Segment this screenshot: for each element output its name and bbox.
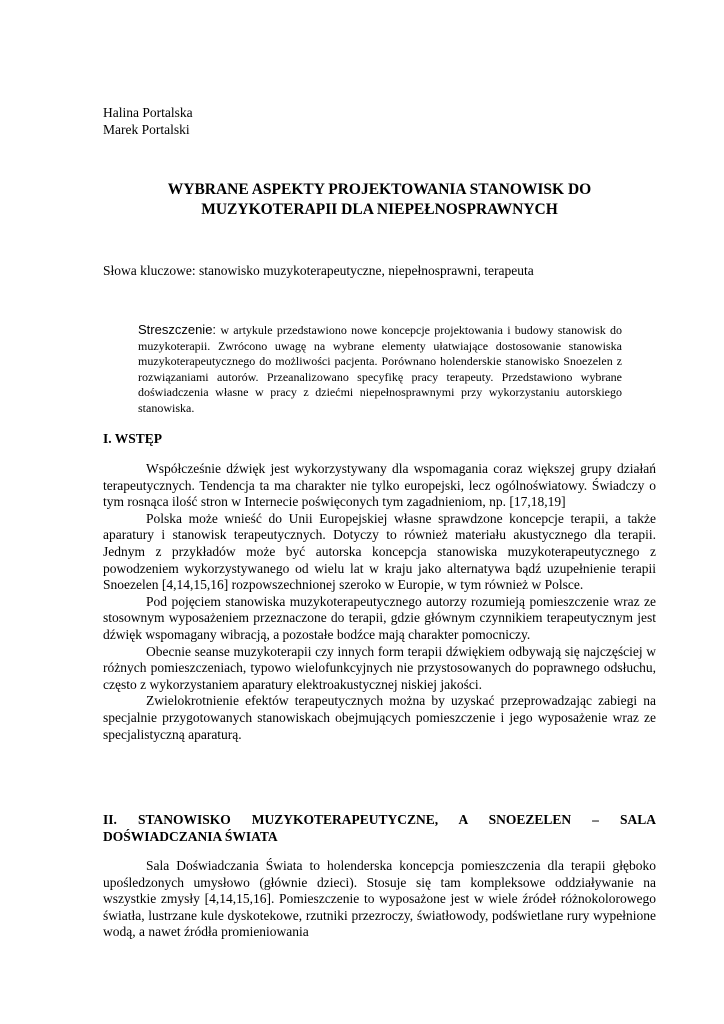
keywords: Słowa kluczowe: stanowisko muzykoterapeutyczne, niepełnosprawni, terapeuta <box>103 263 534 278</box>
author-list <box>103 104 193 138</box>
paragraph: Współcześnie dźwięk jest wykorzystywany dla wspomagania coraz większej grupy działań terapeutycznych. Tendencja ta ma charakter nie tylko europejski, lecz ogólnoświatowy. Świadczy o tym rosnąca ilość stron w Internecie poświęconych tym zagadnieniom, np. [17,18,19] <box>103 461 656 510</box>
abstract-label: Streszczenie: <box>138 322 217 337</box>
author-name: Marek Portalski <box>103 122 190 137</box>
paragraph: Zwielokrotnienie efektów terapeutycznych można by uzyskać przeprowadzając zabiegi na specjalnie przygotowanych stanowiskach obejmujących pomieszczenie i jego wyposażenie wraz ze specjalistyczną aparaturą. <box>103 693 656 742</box>
paragraph: Sala Doświadczania Świata to holenderska koncepcja pomieszczenia dla terapii głęboko upośledzonych umysłowo (głównie dzieci). Stosuje się tam kompleksowe oddziaływanie na wszystkie zmysły [4,14,15,16]. Pomieszczenie to wyposażone jest w wiele źródeł różnokolorowego światła, lustrzane kule dyskotekowe, rzutniki przezroczy, światłowody, podświetlane rury wypełnione wodą, a nawet źródła promieniowania <box>103 858 656 940</box>
paragraph: Obecnie seanse muzykoterapii czy innych form terapii dźwiękiem odbywają się najczęściej w różnych pomieszczeniach, typowo wielofunkcyjnych nie przystosowanych do poprawnego odsłuchu, często z wykorzystaniem aparatury elektroakustycznej niskiej jakości. <box>103 643 656 692</box>
abstract-text: w artykule przedstawiono nowe koncepcje projektowania i budowy stanowisk do muzykoterapii. Zwrócono uwagę na wybrane elementy ułatwiające dostosowanie stanowiska muzykoterapeutycznego do możliwości pacjenta. Porównano holenderskie stanowisko Snoezelen z rozwiązaniami autorów. Przeanalizowano specyfikę pracy terapeuty. Przedstawiono wybrane doświadczenia własne w pracy z dziećmi niepełnosprawnymi przy wykorzystaniu autorskiego stanowiska. <box>138 323 623 415</box>
paragraph: Polska może wnieść do Unii Europejskiej własne sprawdzone koncepcje terapii, a także aparatury i stanowisk terapeutycznych. Dotyczy to również materiału akustycznego dla terapii. Jednym z przykładów może być autorska koncepcja stanowiska muzykoterapeutycznego z powodzeniem wykorzystywanego od wielu lat w kraju jako alternatywa bądź uzupełnienie terapii Snoezelen [4,14,15,16] rozpowszechnionej szeroko w Europie, w tym również w Polsce. <box>103 510 656 593</box>
section-heading-snoezelen: II. STANOWISKO MUZYKOTERAPEUTYCZNE, A SNOEZELEN – SALA DOŚWIADCZANIA ŚWIATA <box>103 812 656 844</box>
section-heading-introduction: I. WSTĘP <box>103 431 163 446</box>
section-body-snoezelen <box>103 858 656 941</box>
paper-title: WYBRANE ASPEKTY PROJEKTOWANIA STANOWISK DO MUZYKOTERAPII DLA NIEPEŁNOSPRAWNYCH <box>167 181 592 218</box>
section-body-introduction <box>103 461 656 743</box>
abstract <box>138 322 622 416</box>
paragraph: Pod pojęciem stanowiska muzykoterapeutycznego autorzy rozumieją pomieszczenie wraz ze stosownym wyposażeniem przeznaczone do terapii, gdzie głównym czynnikiem terapeutycznym jest dźwięk wspomagany wibracją, a pozostałe bodźce mają charakter pomocniczy. <box>103 593 656 642</box>
author-name: Halina Portalska <box>103 105 193 120</box>
